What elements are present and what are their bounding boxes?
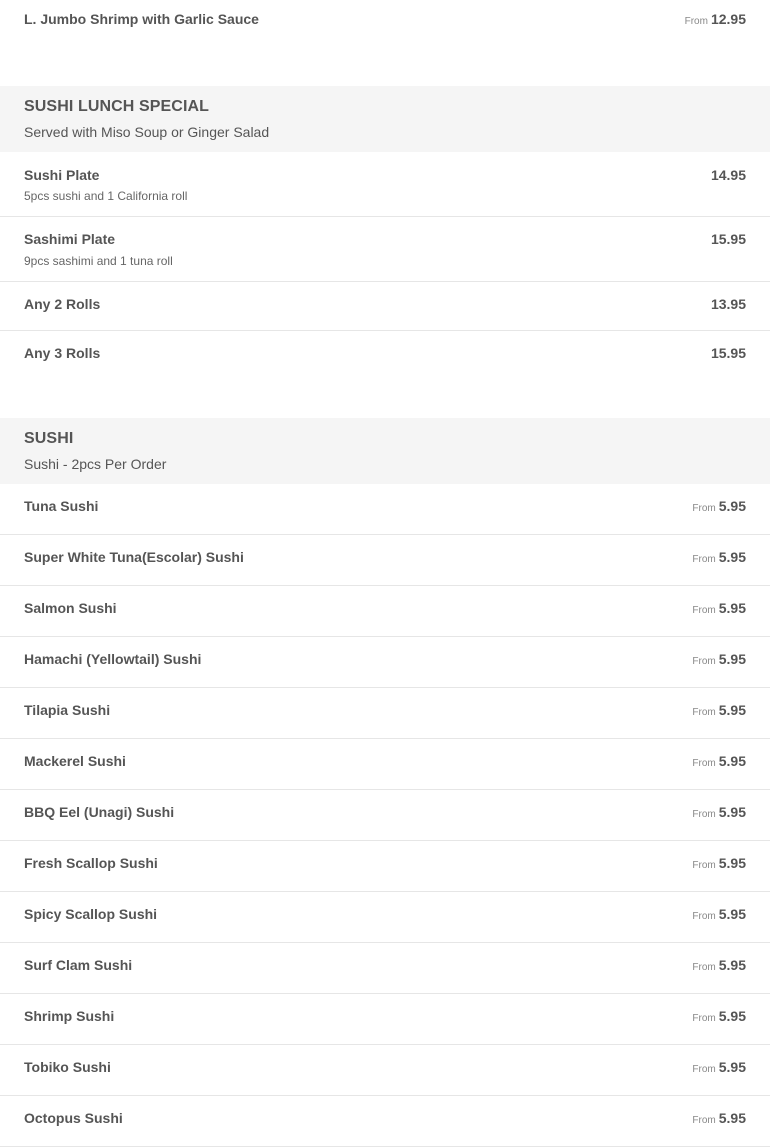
item-name: Tuna Sushi: [24, 498, 99, 514]
price-value: 5.95: [718, 549, 746, 565]
from-label: From: [692, 1013, 716, 1024]
menu-item[interactable]: [0, 943, 770, 994]
price-value: 5.95: [718, 1059, 746, 1075]
from-label: From: [692, 554, 716, 565]
from-label: From: [692, 758, 716, 769]
menu-item[interactable]: [0, 586, 770, 637]
price-value: 5.95: [718, 906, 746, 922]
price-value: 5.95: [718, 600, 746, 616]
item-name: Tobiko Sushi: [24, 1059, 111, 1075]
item-name: Sashimi Plate: [24, 231, 116, 247]
menu-item-jumbo-shrimp[interactable]: [0, 0, 770, 86]
menu-item-any-2-rolls[interactable]: [0, 282, 770, 331]
item-price: [692, 498, 746, 514]
menu-item[interactable]: [0, 1096, 770, 1147]
from-label: From: [692, 911, 716, 922]
price-value: 12.95: [710, 11, 746, 27]
section-title: SUSHI: [24, 430, 74, 447]
item-name: Octopus Sushi: [24, 1110, 123, 1126]
item-name: Hamachi (Yellowtail) Sushi: [24, 651, 202, 667]
item-name: Surf Clam Sushi: [24, 957, 133, 973]
item-price: [692, 906, 746, 922]
menu-item[interactable]: [0, 892, 770, 943]
from-label: From: [692, 656, 716, 667]
menu-item[interactable]: [0, 535, 770, 586]
item-price: [692, 1110, 746, 1126]
from-label: From: [692, 605, 716, 616]
section-subtitle: Sushi - 2pcs Per Order: [24, 456, 167, 472]
menu-item[interactable]: [0, 739, 770, 790]
sushi-item-list: [0, 484, 770, 1147]
price-value: 5.95: [718, 702, 746, 718]
from-label: From: [692, 503, 716, 514]
price-value: 5.95: [718, 753, 746, 769]
section-title: SUSHI LUNCH SPECIAL: [24, 98, 210, 115]
from-label: From: [692, 860, 716, 871]
from-label: From: [692, 962, 716, 973]
item-price: [692, 804, 746, 820]
item-price: [692, 600, 746, 616]
item-name: L. Jumbo Shrimp with Garlic Sauce: [24, 11, 259, 27]
item-name: Any 2 Rolls: [24, 296, 101, 312]
menu-item[interactable]: [0, 790, 770, 841]
item-name: Fresh Scallop Sushi: [24, 855, 158, 871]
menu-item-sushi-plate[interactable]: [0, 152, 770, 217]
item-name: Shrimp Sushi: [24, 1008, 115, 1024]
section-header-lunch-special: [0, 86, 770, 152]
price-value: 5.95: [718, 855, 746, 871]
item-price: 15.95: [710, 231, 746, 247]
menu-item[interactable]: [0, 994, 770, 1045]
item-price: [685, 11, 746, 27]
item-price: 14.95: [710, 167, 746, 183]
price-value: 5.95: [718, 804, 746, 820]
price-value: 5.95: [718, 651, 746, 667]
item-name: Mackerel Sushi: [24, 753, 126, 769]
item-name: Sushi Plate: [24, 167, 100, 183]
section-subtitle: Served with Miso Soup or Ginger Salad: [24, 124, 270, 140]
item-price: [692, 753, 746, 769]
item-price: 13.95: [710, 296, 746, 312]
item-description: 9pcs sashimi and 1 tuna roll: [24, 254, 173, 268]
from-label: From: [692, 1115, 716, 1126]
from-label: From: [692, 1064, 716, 1075]
item-name: Spicy Scallop Sushi: [24, 906, 158, 922]
from-label: From: [692, 707, 716, 718]
item-price: [692, 651, 746, 667]
menu-item[interactable]: [0, 1045, 770, 1096]
item-name: BBQ Eel (Unagi) Sushi: [24, 804, 175, 820]
menu-item[interactable]: [0, 484, 770, 535]
item-price: [692, 957, 746, 973]
item-price: [692, 1008, 746, 1024]
from-label: From: [684, 16, 708, 27]
menu-item-sashimi-plate[interactable]: [0, 217, 770, 282]
item-name: Tilapia Sushi: [24, 702, 111, 718]
item-price: [692, 855, 746, 871]
item-name: Salmon Sushi: [24, 600, 117, 616]
price-value: 5.95: [718, 1110, 746, 1126]
item-price: 15.95: [710, 345, 746, 361]
menu-item[interactable]: [0, 688, 770, 739]
price-value: 5.95: [718, 498, 746, 514]
item-price: [692, 702, 746, 718]
from-label: From: [692, 809, 716, 820]
menu-item[interactable]: [0, 841, 770, 892]
item-price: [692, 1059, 746, 1075]
price-value: 5.95: [718, 957, 746, 973]
item-description: 5pcs sushi and 1 California roll: [24, 189, 188, 203]
price-value: 5.95: [718, 1008, 746, 1024]
menu-item-any-3-rolls[interactable]: [0, 331, 770, 418]
item-name: Any 3 Rolls: [24, 345, 101, 361]
section-header-sushi: [0, 418, 770, 484]
item-price: [692, 549, 746, 565]
item-name: Super White Tuna(Escolar) Sushi: [24, 549, 244, 565]
menu-item[interactable]: [0, 637, 770, 688]
